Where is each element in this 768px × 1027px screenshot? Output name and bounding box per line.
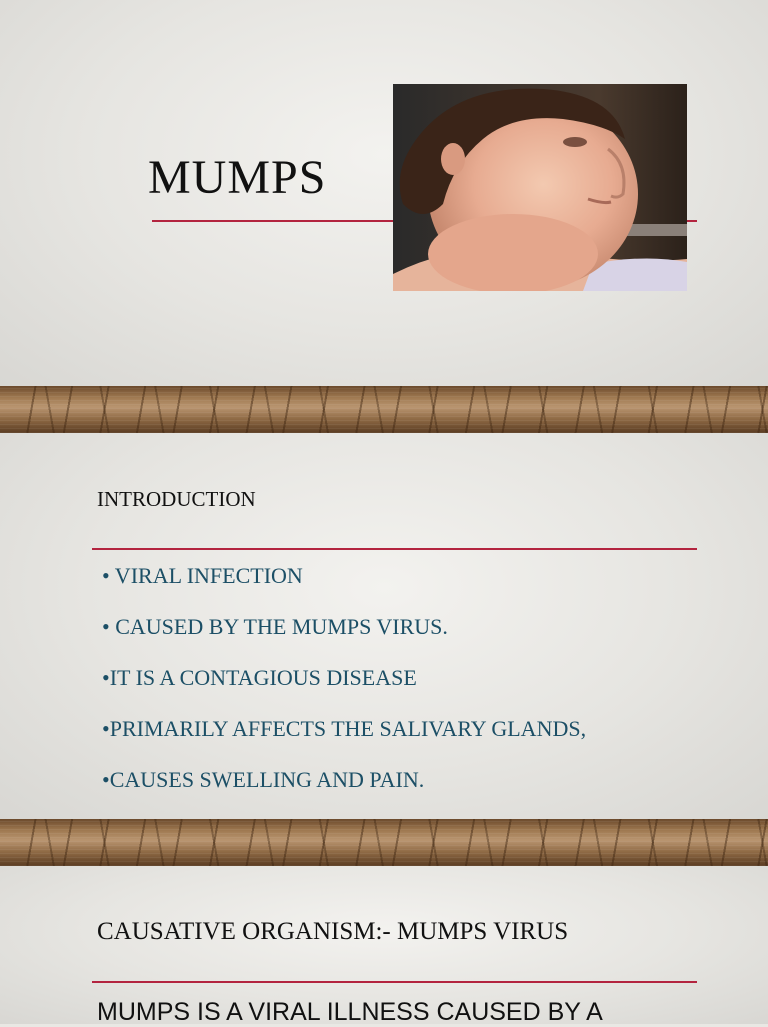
introduction-underline xyxy=(92,548,697,550)
causative-organism-body: MUMPS IS A VIRAL ILLNESS CAUSED BY A xyxy=(97,998,603,1026)
list-item: • CAUSED BY THE MUMPS VIRUS. xyxy=(102,614,448,639)
list-item: • VIRAL INFECTION xyxy=(102,563,303,588)
list-item: •IT IS A CONTAGIOUS DISEASE xyxy=(102,665,417,690)
slide-title: MUMPS xyxy=(148,151,327,204)
list-item: •PRIMARILY AFFECTS THE SALIVARY GLANDS, xyxy=(102,716,587,741)
causative-organism-underline xyxy=(92,981,697,983)
causative-organism-heading: CAUSATIVE ORGANISM:- MUMPS VIRUS xyxy=(97,918,569,945)
wood-floor-divider xyxy=(0,819,768,866)
list-item: •CAUSES SWELLING AND PAIN. xyxy=(102,767,425,792)
slide-1 xyxy=(0,0,768,386)
child-swollen-neck-photo xyxy=(393,84,687,291)
introduction-bullet-list xyxy=(102,562,586,817)
wood-floor-divider xyxy=(0,386,768,433)
introduction-heading: INTRODUCTION xyxy=(97,487,256,511)
